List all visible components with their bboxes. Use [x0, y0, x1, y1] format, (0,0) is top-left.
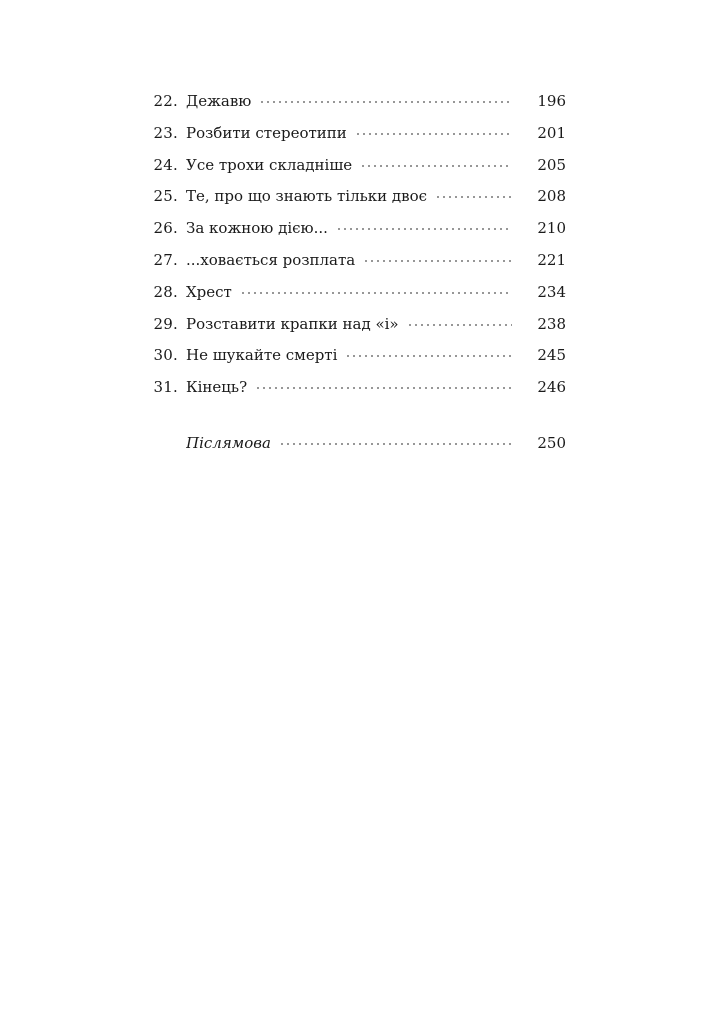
- toc-entry: [0, 312, 724, 336]
- toc-entry: [0, 153, 724, 177]
- toc-entry: [0, 280, 724, 304]
- chapter-number: 27.: [153, 251, 178, 269]
- dot-leader: [255, 375, 512, 399]
- page-number: 245: [537, 346, 566, 364]
- toc-entry: [0, 375, 724, 399]
- chapter-number: 23.: [153, 124, 178, 142]
- dot-leader: [240, 280, 512, 304]
- page-number: 201: [537, 124, 566, 142]
- chapter-title: ...ховається розплата: [186, 251, 356, 269]
- page-number: 250: [537, 434, 566, 452]
- page-number: 234: [537, 283, 566, 301]
- chapter-number: 31.: [153, 378, 178, 396]
- page-number: 210: [537, 219, 566, 237]
- toc-entry: [0, 121, 724, 145]
- chapter-title: Усе трохи складніше: [186, 156, 353, 174]
- toc-entry: [0, 184, 724, 208]
- chapter-title: Те, про що знають тільки двоє: [186, 187, 428, 205]
- dot-leader: [407, 312, 512, 336]
- chapter-number: 28.: [153, 283, 178, 301]
- page-number: 246: [537, 378, 566, 396]
- chapter-number: 30.: [153, 346, 178, 364]
- page-number: 238: [537, 315, 566, 333]
- chapter-title: Розставити крапки над «і»: [186, 315, 399, 333]
- page-number: 208: [537, 187, 566, 205]
- toc-entry: [0, 343, 724, 367]
- chapter-number: 24.: [153, 156, 178, 174]
- chapter-number: 29.: [153, 315, 178, 333]
- chapter-number: 22.: [153, 92, 178, 110]
- dot-leader: [279, 431, 512, 455]
- dot-leader: [355, 121, 512, 145]
- chapter-title: Дежавю: [186, 92, 252, 110]
- chapter-title: За кожною дією...: [186, 219, 328, 237]
- page-number: 196: [537, 92, 566, 110]
- chapter-number: 26.: [153, 219, 178, 237]
- toc-entry: [0, 248, 724, 272]
- chapter-title: Кінець?: [186, 378, 248, 396]
- chapter-title: Розбити стереотипи: [186, 124, 347, 142]
- dot-leader: [360, 153, 512, 177]
- chapter-title: Хрест: [186, 283, 232, 301]
- dot-leader: [363, 248, 512, 272]
- page-number: 205: [537, 156, 566, 174]
- toc-entry: [0, 216, 724, 240]
- dot-leader: [259, 89, 512, 113]
- chapter-title: Не шукайте смерті: [186, 346, 338, 364]
- toc-afterword-entry: [0, 431, 724, 455]
- chapter-number: 25.: [153, 187, 178, 205]
- dot-leader: [336, 216, 512, 240]
- page-number: 221: [537, 251, 566, 269]
- afterword-title: Післямова: [186, 434, 271, 452]
- toc-entry: [0, 89, 724, 113]
- dot-leader: [345, 343, 512, 367]
- dot-leader: [435, 184, 512, 208]
